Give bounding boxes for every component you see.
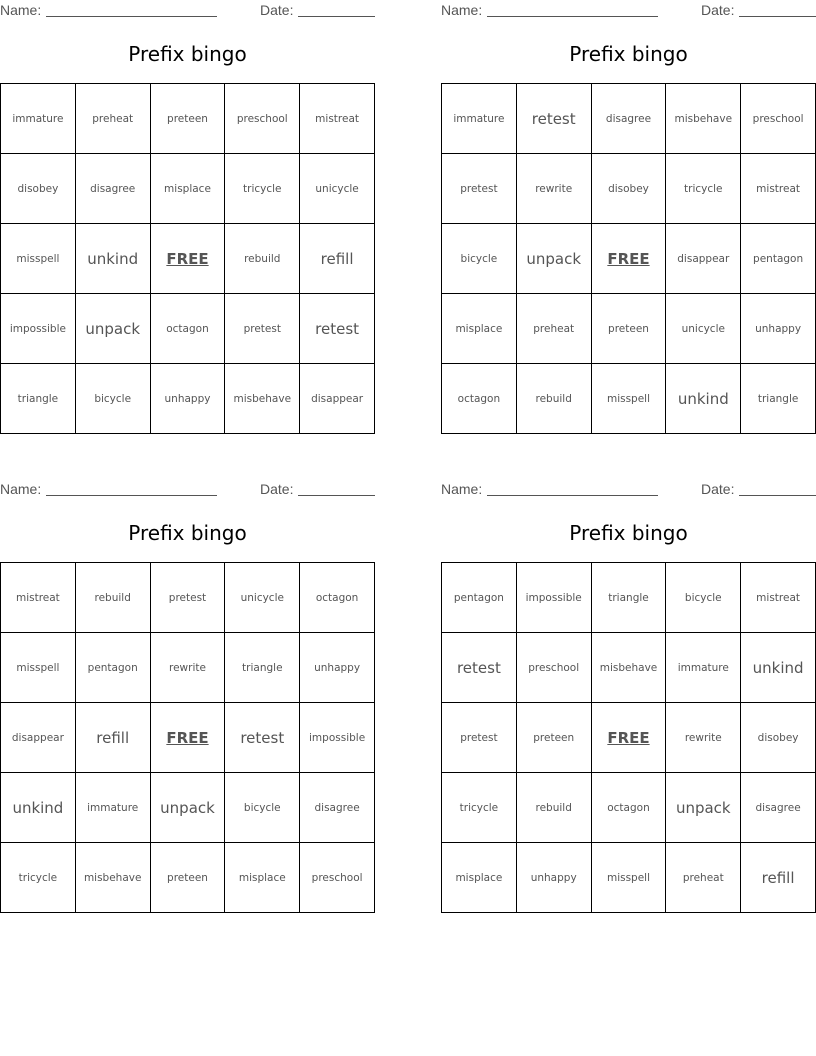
bingo-cell: bicycle bbox=[225, 773, 300, 843]
card-header bbox=[441, 479, 816, 499]
free-cell: FREE bbox=[592, 224, 667, 294]
bingo-cell: misbehave bbox=[225, 364, 300, 434]
card-header bbox=[0, 479, 375, 499]
bingo-cell: disagree bbox=[592, 84, 667, 154]
bingo-cell: octagon bbox=[442, 364, 517, 434]
date-line bbox=[739, 495, 816, 496]
bingo-cell: unhappy bbox=[300, 633, 375, 703]
bingo-cell: misplace bbox=[442, 843, 517, 913]
bingo-cell: preschool bbox=[517, 633, 592, 703]
bingo-cell: pentagon bbox=[442, 563, 517, 633]
card-title: Prefix bingo bbox=[569, 521, 688, 545]
bingo-cell: preteen bbox=[151, 843, 226, 913]
bingo-cell: impossible bbox=[300, 703, 375, 773]
bingo-cell: pentagon bbox=[741, 224, 816, 294]
bingo-cell: preteen bbox=[151, 84, 226, 154]
bingo-cell: octagon bbox=[592, 773, 667, 843]
bingo-cell: preheat bbox=[517, 294, 592, 364]
bingo-cell: unkind bbox=[76, 224, 151, 294]
bingo-cell: triangle bbox=[592, 563, 667, 633]
bingo-cell: retest bbox=[517, 84, 592, 154]
bingo-cell: unpack bbox=[151, 773, 226, 843]
bingo-cell: triangle bbox=[225, 633, 300, 703]
bingo-cell: unicycle bbox=[666, 294, 741, 364]
bingo-cell: rebuild bbox=[225, 224, 300, 294]
name-line bbox=[487, 495, 658, 496]
date-line bbox=[298, 16, 375, 17]
bingo-cell: disobey bbox=[741, 703, 816, 773]
bingo-cell: refill bbox=[300, 224, 375, 294]
bingo-cell: preheat bbox=[666, 843, 741, 913]
bingo-cell: unicycle bbox=[225, 563, 300, 633]
bingo-cell: impossible bbox=[517, 563, 592, 633]
bingo-cell: rewrite bbox=[517, 154, 592, 224]
bingo-cell: misspell bbox=[1, 633, 76, 703]
bingo-cell: tricycle bbox=[666, 154, 741, 224]
card-header bbox=[441, 0, 816, 20]
bingo-cell: misspell bbox=[592, 364, 667, 434]
bingo-cell: immature bbox=[1, 84, 76, 154]
bingo-cell: impossible bbox=[1, 294, 76, 364]
date-line bbox=[298, 495, 375, 496]
bingo-grid bbox=[0, 562, 375, 913]
bingo-cell: tricycle bbox=[1, 843, 76, 913]
bingo-cell: disagree bbox=[300, 773, 375, 843]
bingo-cell: disagree bbox=[741, 773, 816, 843]
bingo-cell: misbehave bbox=[76, 843, 151, 913]
bingo-cell: rebuild bbox=[76, 563, 151, 633]
bingo-cell: rewrite bbox=[151, 633, 226, 703]
bingo-cell: unhappy bbox=[741, 294, 816, 364]
bingo-grid bbox=[0, 83, 375, 434]
bingo-cell: immature bbox=[76, 773, 151, 843]
date-line bbox=[739, 16, 816, 17]
bingo-cell: unpack bbox=[517, 224, 592, 294]
bingo-cell: misspell bbox=[1, 224, 76, 294]
name-label: Name: bbox=[441, 2, 483, 18]
bingo-cell: unhappy bbox=[517, 843, 592, 913]
bingo-cell: tricycle bbox=[225, 154, 300, 224]
bingo-cell: rewrite bbox=[666, 703, 741, 773]
bingo-cell: unpack bbox=[76, 294, 151, 364]
bingo-cell: mistreat bbox=[741, 154, 816, 224]
bingo-cell: unkind bbox=[1, 773, 76, 843]
name-line bbox=[46, 16, 217, 17]
bingo-cell: triangle bbox=[1, 364, 76, 434]
bingo-cell: pentagon bbox=[76, 633, 151, 703]
bingo-cell: retest bbox=[300, 294, 375, 364]
bingo-cell: immature bbox=[666, 633, 741, 703]
bingo-cell: tricycle bbox=[442, 773, 517, 843]
bingo-cell: mistreat bbox=[1, 563, 76, 633]
bingo-cell: rebuild bbox=[517, 364, 592, 434]
bingo-cell: octagon bbox=[300, 563, 375, 633]
card-title: Prefix bingo bbox=[128, 521, 247, 545]
bingo-cell: rebuild bbox=[517, 773, 592, 843]
date-label: Date: bbox=[701, 2, 735, 18]
free-cell: FREE bbox=[592, 703, 667, 773]
bingo-grid bbox=[441, 562, 816, 913]
bingo-cell: preheat bbox=[76, 84, 151, 154]
bingo-cell: disappear bbox=[666, 224, 741, 294]
bingo-cell: disobey bbox=[1, 154, 76, 224]
bingo-cell: octagon bbox=[151, 294, 226, 364]
bingo-cell: pretest bbox=[225, 294, 300, 364]
bingo-cell: misplace bbox=[442, 294, 517, 364]
bingo-cell: immature bbox=[442, 84, 517, 154]
bingo-cell: triangle bbox=[741, 364, 816, 434]
bingo-cell: refill bbox=[76, 703, 151, 773]
bingo-cell: bicycle bbox=[666, 563, 741, 633]
bingo-cell: misplace bbox=[225, 843, 300, 913]
card-title: Prefix bingo bbox=[569, 42, 688, 66]
date-label: Date: bbox=[260, 481, 294, 497]
bingo-cell: unhappy bbox=[151, 364, 226, 434]
name-line bbox=[46, 495, 217, 496]
bingo-cell: misplace bbox=[151, 154, 226, 224]
bingo-cell: unkind bbox=[666, 364, 741, 434]
bingo-cell: misspell bbox=[592, 843, 667, 913]
bingo-cell: disappear bbox=[300, 364, 375, 434]
bingo-cell: misbehave bbox=[666, 84, 741, 154]
bingo-cell: pretest bbox=[442, 703, 517, 773]
bingo-cell: preschool bbox=[300, 843, 375, 913]
bingo-cell: preteen bbox=[517, 703, 592, 773]
bingo-cell: disagree bbox=[76, 154, 151, 224]
bingo-cell: unicycle bbox=[300, 154, 375, 224]
bingo-cell: mistreat bbox=[741, 563, 816, 633]
bingo-cell: pretest bbox=[442, 154, 517, 224]
date-label: Date: bbox=[701, 481, 735, 497]
bingo-grid bbox=[441, 83, 816, 434]
bingo-cell: preteen bbox=[592, 294, 667, 364]
bingo-cell: mistreat bbox=[300, 84, 375, 154]
bingo-cell: pretest bbox=[151, 563, 226, 633]
free-cell: FREE bbox=[151, 703, 226, 773]
name-label: Name: bbox=[0, 481, 42, 497]
bingo-cell: preschool bbox=[741, 84, 816, 154]
bingo-cell: disobey bbox=[592, 154, 667, 224]
bingo-cell: unkind bbox=[741, 633, 816, 703]
bingo-cell: retest bbox=[225, 703, 300, 773]
date-label: Date: bbox=[260, 2, 294, 18]
bingo-cell: disappear bbox=[1, 703, 76, 773]
bingo-cell: refill bbox=[741, 843, 816, 913]
free-cell: FREE bbox=[151, 224, 226, 294]
name-label: Name: bbox=[0, 2, 42, 18]
bingo-cell: unpack bbox=[666, 773, 741, 843]
bingo-cell: retest bbox=[442, 633, 517, 703]
bingo-cell: bicycle bbox=[76, 364, 151, 434]
bingo-cell: bicycle bbox=[442, 224, 517, 294]
name-line bbox=[487, 16, 658, 17]
bingo-cell: misbehave bbox=[592, 633, 667, 703]
name-label: Name: bbox=[441, 481, 483, 497]
card-title: Prefix bingo bbox=[128, 42, 247, 66]
card-header bbox=[0, 0, 375, 20]
bingo-cell: preschool bbox=[225, 84, 300, 154]
